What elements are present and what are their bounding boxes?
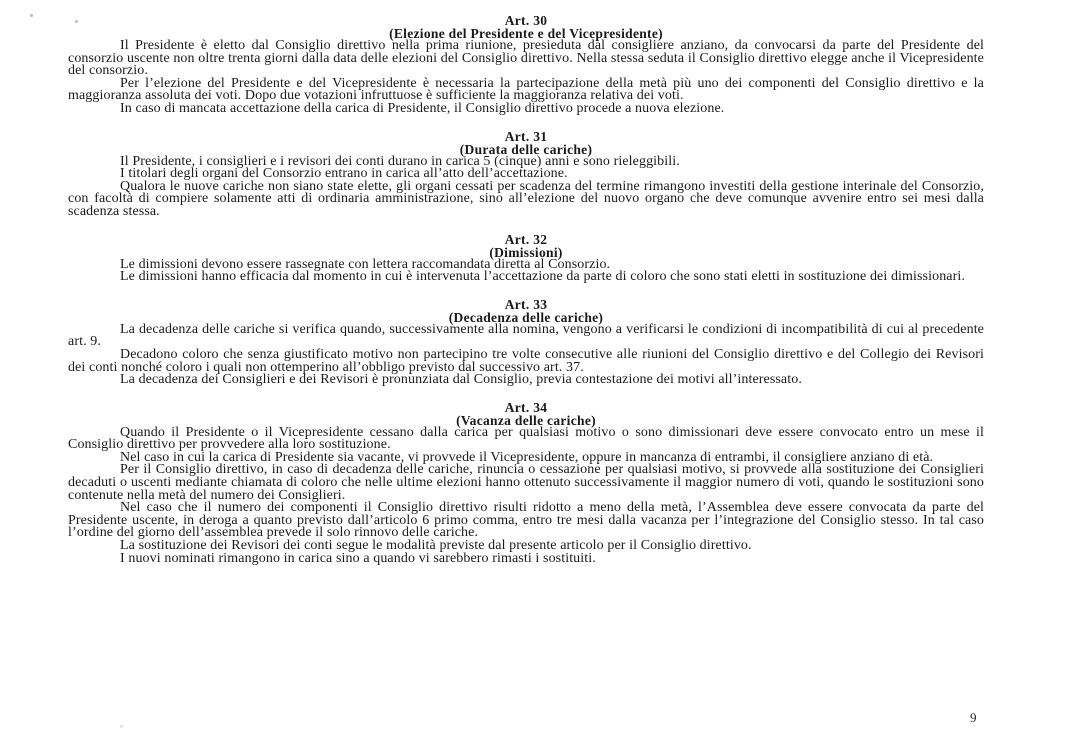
article-31 (68, 130, 984, 219)
article-title: (Elezione del Presidente e del Vicepresidente) (389, 26, 663, 41)
article-30 (68, 14, 984, 116)
article-title: (Decadenza delle cariche) (448, 309, 604, 325)
article-paragraph: Nel caso che il numero dei componenti il Consiglio direttivo risulti ridotto a meno della metà, l’Assemblea deve essere convocata da parte del Presidente uscente, in deroga a quanto previsto dall’articolo 6 primo comma, entro tre mesi dalla vacanza per l’integrazione del Consiglio stesso. In tal caso l’ordine del giorno dell’assemblea prevede il solo rinnovo delle cariche. (68, 500, 984, 541)
article-paragraph: La decadenza dei Consiglieri e dei Revisori è pronunziata dal Consiglio, previa contestazione dei motivi all’interessato. (120, 372, 802, 388)
scan-speck (120, 725, 123, 728)
article-paragraph: Per il Consiglio direttivo, in caso di decadenza delle cariche, rinuncia o cessazione per qualsiasi motivo, si provvede alla sostituzione dei Consiglieri decaduti o uscenti mediante chiamata di coloro che nelle ultime elezioni hanno ottenuto successivamente il maggior numero di voti, quando le sostituzioni sono contenute nella metà del numero dei Consiglieri. (68, 462, 984, 503)
article-title: (Vacanza delle cariche) (456, 412, 596, 428)
article-paragraph: Il Presidente è eletto dal Consiglio direttivo nella prima riunione, presieduta dal consigliere anziano, da convocarsi da parte del Presidente del consorzio uscente non oltre trenta giorni dalla data delle elezioni del Consiglio direttivo. Nella stessa seduta il Consiglio direttivo elegge anche il Vicepresidente del consorzio. (68, 38, 984, 79)
article-title: (Durata delle cariche) (459, 141, 593, 157)
article-paragraph: Le dimissioni devono essere rassegnate con lettera raccomandata diretta al Consorzio. (120, 256, 611, 272)
article-paragraph: Quando il Presidente o il Vicepresidente cessano dalla carica per qualsiasi motivo o sono dimissionari deve essere convocato entro un mese il Consiglio direttivo per provvedere alla loro sostituzione. (68, 424, 984, 453)
article-paragraph: I nuovi nominati rimangono in carica sino a quando vi sarebbero rimasti i sostituiti. (120, 550, 596, 566)
document-page (68, 14, 984, 571)
scan-speck (30, 14, 33, 17)
article-paragraph: Decadono coloro che senza giustificato motivo non partecipino tre volte consecutive alle riunioni del Consiglio direttivo e del Collegio dei Revisori dei conti nonché coloro i quali non ottemperino all’obbligo previsto dal successivo art. 37. (68, 346, 984, 375)
page-number: 9 (970, 710, 977, 725)
article-33 (68, 298, 984, 387)
article-paragraph: La sostituzione dei Revisori dei conti segue le modalità previste dal presente articolo per il Consiglio direttivo. (120, 538, 752, 554)
article-title: (Dimissioni) (489, 244, 563, 260)
article-paragraph: La decadenza delle cariche si verifica quando, successivamente alla nomina, vengono a verificarsi le condizioni di incompatibilità di cui al precedente art. 9. (68, 321, 984, 350)
article-paragraph: In caso di mancata accettazione della carica di Presidente, il Consiglio direttivo procede a nuova elezione. (120, 100, 725, 116)
article-32 (68, 233, 984, 284)
article-paragraph: Qualora le nuove cariche non siano state elette, gli organi cessati per scadenza del termine rimangono investiti della gestione interinale del Consorzio, con facoltà di compiere solamente atti di ordinaria amministrazione, sino all’elezione del nuovo organo che deve comunque avvenire entro sei mesi dalla scadenza stessa. (68, 178, 984, 219)
article-paragraph: Il Presidente, i consiglieri e i revisori dei conti durano in carica 5 (cinque) anni e sono rieleggibili. (120, 153, 680, 169)
article-number: Art. 33 (504, 296, 548, 312)
article-number: Art. 34 (504, 399, 548, 415)
article-number: Art. 30 (504, 13, 548, 28)
article-paragraph: Per l’elezione del Presidente e del Vicepresidente è necessaria la partecipazione della metà più uno dei componenti del Consiglio direttivo e la maggioranza assoluta dei voti. Dopo due votazioni infruttuose è sufficiente la maggioranza relativa dei voti. (68, 75, 984, 104)
article-paragraph: Nel caso in cui la carica di Presidente sia vacante, vi provvede il Vicepresidente, oppure in mancanza di entrambi, il consigliere anziano di età. (120, 449, 934, 465)
article-number: Art. 32 (504, 231, 548, 247)
article-paragraph: Le dimissioni hanno efficacia dal momento in cui è intervenuta l’accettazione da parte di coloro che sono stati eletti in sostituzione dei dimissionari. (120, 269, 965, 285)
article-number: Art. 31 (504, 128, 548, 144)
article-paragraph: I titolari degli organi del Consorzio entrano in carica all’atto dell’accettazione. (120, 166, 568, 182)
article-34 (68, 401, 984, 566)
